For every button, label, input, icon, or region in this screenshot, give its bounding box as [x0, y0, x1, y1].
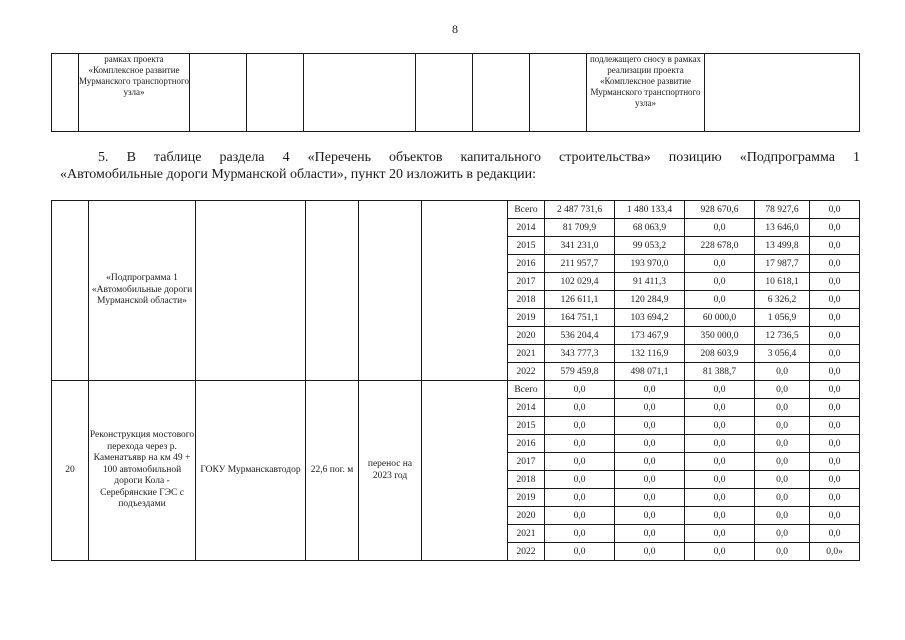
value-cell: 0,0 — [755, 507, 810, 525]
value-cell: 0,0 — [685, 489, 755, 507]
value-cell: 0,0 — [545, 543, 615, 561]
item-name: Реконструкция мостового перехода через р. Каменатъявр на км 49 + 100 автомобильной дороги Кола - Серебрянские ГЭС с подъездами — [89, 381, 196, 561]
value-cell: 0,0 — [810, 525, 860, 543]
value-cell: 17 987,7 — [755, 255, 810, 273]
amendment-paragraph — [60, 149, 860, 183]
value-cell: 0,0 — [685, 543, 755, 561]
value-cell: 0,0 — [810, 327, 860, 345]
value-cell: 0,0 — [615, 435, 685, 453]
value-cell: 0,0» — [810, 543, 860, 561]
value-cell: 0,0 — [810, 435, 860, 453]
year-cell: 2015 — [508, 417, 545, 435]
year-cell: Всего — [508, 201, 545, 219]
value-cell: 103 694,2 — [615, 309, 685, 327]
value-cell: 0,0 — [545, 435, 615, 453]
value-cell: 0,0 — [810, 273, 860, 291]
value-cell: 99 053,2 — [615, 237, 685, 255]
year-cell: 2017 — [508, 273, 545, 291]
value-cell: 164 751,1 — [545, 309, 615, 327]
value-cell: 0,0 — [685, 453, 755, 471]
value-cell: 0,0 — [615, 417, 685, 435]
top-cell-note: подлежащего сносу в рамках реализации проекта «Комплексное развитие Мурманского транспортного узла» — [587, 54, 705, 132]
value-cell: 0,0 — [685, 255, 755, 273]
value-cell: 498 071,1 — [615, 363, 685, 381]
value-cell: 13 646,0 — [755, 219, 810, 237]
value-cell: 0,0 — [755, 381, 810, 399]
value-cell: 0,0 — [685, 399, 755, 417]
value-cell: 579 459,8 — [545, 363, 615, 381]
value-cell: 78 927,6 — [755, 201, 810, 219]
value-cell: 0,0 — [685, 471, 755, 489]
value-cell: 0,0 — [755, 543, 810, 561]
value-cell: 0,0 — [615, 507, 685, 525]
value-cell: 536 204,4 — [545, 327, 615, 345]
value-cell: 211 957,7 — [545, 255, 615, 273]
year-cell: 2016 — [508, 255, 545, 273]
year-cell: 2020 — [508, 507, 545, 525]
customer-cell — [196, 201, 306, 381]
value-cell: 0,0 — [545, 381, 615, 399]
value-cell: 0,0 — [810, 255, 860, 273]
value-cell: 3 056,4 — [755, 345, 810, 363]
value-cell: 0,0 — [810, 507, 860, 525]
value-cell: 0,0 — [810, 363, 860, 381]
value-cell: 1 056,9 — [755, 309, 810, 327]
value-cell: 102 029,4 — [545, 273, 615, 291]
value-cell: 0,0 — [810, 219, 860, 237]
value-cell: 228 678,0 — [685, 237, 755, 255]
value-cell: 0,0 — [615, 471, 685, 489]
value-cell: 0,0 — [810, 471, 860, 489]
year-cell: 2014 — [508, 219, 545, 237]
value-cell: 0,0 — [685, 219, 755, 237]
value-cell: 0,0 — [685, 291, 755, 309]
item-capacity: 22,6 пог. м — [306, 381, 359, 561]
value-cell: 60 000,0 — [685, 309, 755, 327]
value-cell: 6 326,2 — [755, 291, 810, 309]
capital-objects-table — [51, 200, 860, 561]
value-cell: 1 480 133,4 — [615, 201, 685, 219]
value-cell: 0,0 — [615, 453, 685, 471]
item-deadline: перенос на 2023 год — [359, 381, 422, 561]
year-cell: 2016 — [508, 435, 545, 453]
table-row — [52, 201, 860, 219]
year-cell: 2018 — [508, 291, 545, 309]
value-cell: 12 736,5 — [755, 327, 810, 345]
year-cell: 2022 — [508, 363, 545, 381]
value-cell: 126 611,1 — [545, 291, 615, 309]
value-cell: 0,0 — [545, 489, 615, 507]
item-number: 20 — [52, 381, 89, 561]
value-cell: 0,0 — [545, 525, 615, 543]
value-cell: 343 777,3 — [545, 345, 615, 363]
year-cell: 2020 — [508, 327, 545, 345]
value-cell: 0,0 — [685, 507, 755, 525]
value-cell: 0,0 — [810, 399, 860, 417]
value-cell: 0,0 — [545, 471, 615, 489]
item-20-section — [52, 381, 860, 561]
value-cell: 0,0 — [685, 417, 755, 435]
deadline-cell — [359, 201, 422, 381]
value-cell: 2 487 731,6 — [545, 201, 615, 219]
value-cell: 0,0 — [545, 399, 615, 417]
value-cell: 0,0 — [685, 525, 755, 543]
value-cell: 0,0 — [615, 381, 685, 399]
table-row — [52, 381, 860, 399]
value-cell: 0,0 — [810, 309, 860, 327]
value-cell: 0,0 — [615, 525, 685, 543]
value-cell: 10 618,1 — [755, 273, 810, 291]
value-cell: 0,0 — [810, 201, 860, 219]
continuation-table — [51, 53, 860, 132]
year-cell: 2021 — [508, 525, 545, 543]
value-cell: 0,0 — [755, 471, 810, 489]
top-cell-name: рамках проекта «Комплексное развитие Мурманского транспортного узла» — [79, 54, 190, 132]
value-cell: 0,0 — [755, 489, 810, 507]
value-cell: 0,0 — [755, 453, 810, 471]
paragraph-line-2: «Автомобильные дороги Мурманской области», пункт 20 изложить в редакции: — [60, 167, 536, 182]
value-cell: 0,0 — [755, 435, 810, 453]
value-cell: 81 709,9 — [545, 219, 615, 237]
value-cell: 120 284,9 — [615, 291, 685, 309]
value-cell: 0,0 — [810, 237, 860, 255]
value-cell: 350 000,0 — [685, 327, 755, 345]
value-cell: 0,0 — [810, 489, 860, 507]
subprogram-section — [52, 201, 860, 381]
value-cell: 0,0 — [755, 417, 810, 435]
year-cell: 2015 — [508, 237, 545, 255]
value-cell: 132 116,9 — [615, 345, 685, 363]
value-cell: 0,0 — [810, 345, 860, 363]
value-cell: 0,0 — [685, 435, 755, 453]
value-cell: 0,0 — [755, 525, 810, 543]
value-cell: 0,0 — [685, 273, 755, 291]
top-cell-number — [52, 54, 79, 132]
year-cell: 2019 — [508, 489, 545, 507]
value-cell: 928 670,6 — [685, 201, 755, 219]
value-cell: 0,0 — [615, 399, 685, 417]
empty-cell — [422, 201, 508, 381]
year-cell: Всего — [508, 381, 545, 399]
year-cell: 2014 — [508, 399, 545, 417]
value-cell: 0,0 — [755, 363, 810, 381]
value-cell: 193 970,0 — [615, 255, 685, 273]
value-cell: 208 603,9 — [685, 345, 755, 363]
subprogram-name: «Подпрограмма 1 «Автомобильные дороги Мурманской области» — [89, 201, 196, 381]
value-cell: 0,0 — [545, 417, 615, 435]
number-cell — [52, 201, 89, 381]
value-cell: 68 063,9 — [615, 219, 685, 237]
value-cell: 0,0 — [810, 417, 860, 435]
value-cell: 0,0 — [810, 381, 860, 399]
value-cell: 0,0 — [615, 543, 685, 561]
item-customer: ГОКУ Мурманскавтодор — [196, 381, 306, 561]
value-cell: 0,0 — [810, 453, 860, 471]
value-cell: 173 467,9 — [615, 327, 685, 345]
page-number: 8 — [452, 22, 458, 36]
value-cell: 0,0 — [810, 291, 860, 309]
value-cell: 91 411,3 — [615, 273, 685, 291]
paragraph-line-1: 5. В таблице раздела 4 «Перечень объектов капитального строительства» позицию «Подпрограмма 1 — [98, 150, 860, 165]
value-cell: 0,0 — [545, 507, 615, 525]
year-cell: 2018 — [508, 471, 545, 489]
capacity-cell — [306, 201, 359, 381]
year-cell: 2017 — [508, 453, 545, 471]
year-cell: 2022 — [508, 543, 545, 561]
value-cell: 341 231,0 — [545, 237, 615, 255]
value-cell: 0,0 — [755, 399, 810, 417]
value-cell: 0,0 — [685, 381, 755, 399]
year-cell: 2021 — [508, 345, 545, 363]
value-cell: 0,0 — [615, 489, 685, 507]
value-cell: 13 499,8 — [755, 237, 810, 255]
empty-cell — [422, 381, 508, 561]
year-cell: 2019 — [508, 309, 545, 327]
value-cell: 0,0 — [545, 453, 615, 471]
value-cell: 81 388,7 — [685, 363, 755, 381]
